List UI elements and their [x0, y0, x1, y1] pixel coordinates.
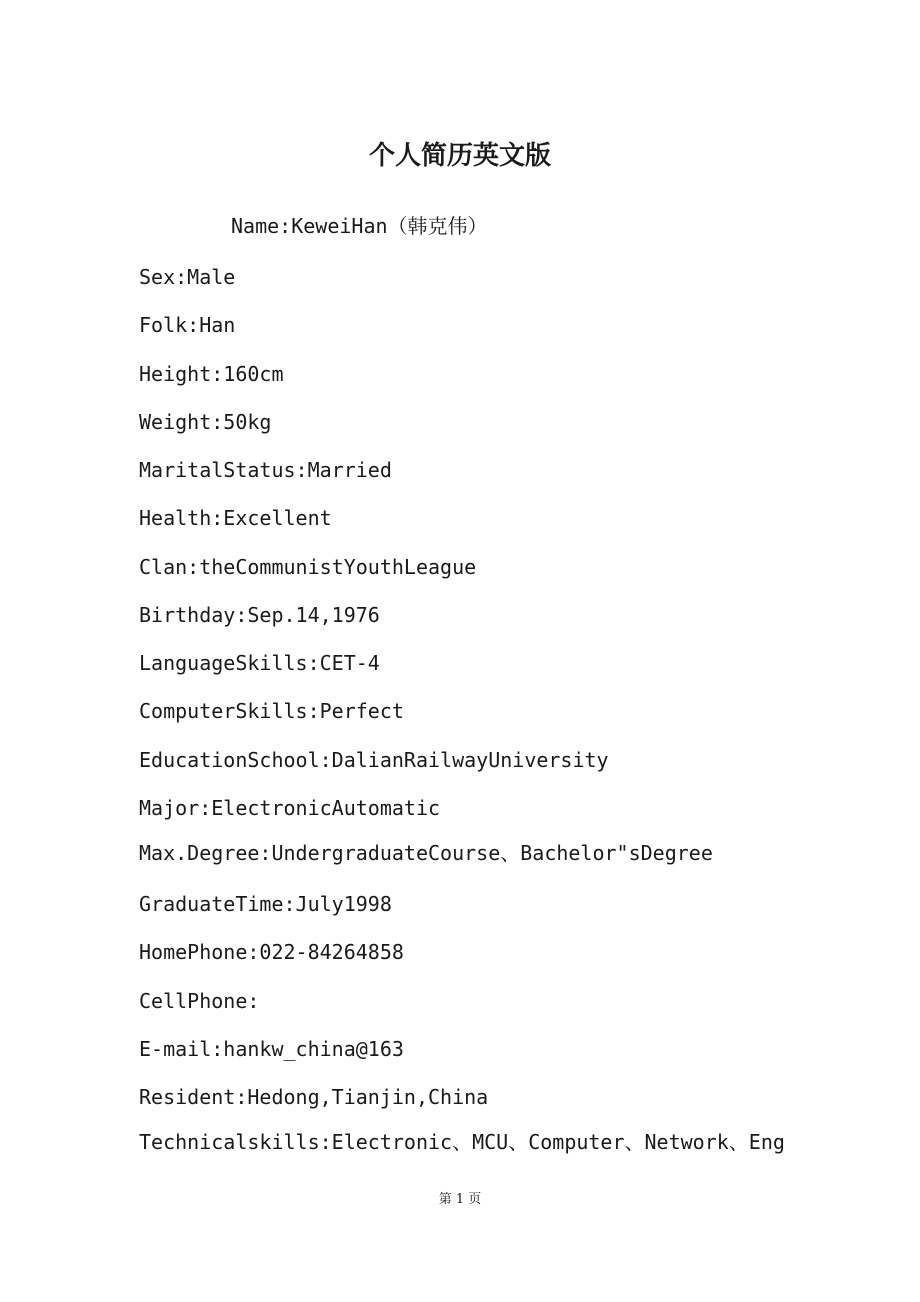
field-home-phone: HomePhone:022-84264858 [139, 940, 404, 964]
field-birthday: Birthday:Sep.14,1976 [139, 603, 380, 627]
field-computer-skills: ComputerSkills:Perfect [139, 699, 404, 723]
field-name: Name:KeweiHan（韩克伟） [231, 214, 488, 238]
field-height: Height:160cm [139, 362, 284, 386]
field-technical-skills: Technicalskills:Electronic、MCU、Computer、Network、Eng [139, 1130, 785, 1154]
field-cell-phone: CellPhone: [139, 989, 260, 1013]
field-education-school: EducationSchool:DalianRailwayUniversity [139, 748, 609, 772]
field-health: Health:Excellent [139, 506, 332, 530]
page-title: 个人简历英文版 [368, 141, 551, 171]
page-number-footer: 第 1 页 [438, 1192, 482, 1207]
field-sex: Sex:Male [139, 265, 236, 289]
field-graduate-time: GraduateTime:July1998 [139, 892, 392, 916]
field-language-skills: LanguageSkills:CET-4 [139, 651, 380, 675]
field-email: E-mail:hankw_china@163 [139, 1037, 404, 1061]
field-folk: Folk:Han [139, 313, 236, 337]
field-weight: Weight:50kg [139, 410, 272, 434]
field-max-degree: Max.Degree:UndergraduateCourse、Bachelor"sDegree [139, 841, 713, 865]
field-resident: Resident:Hedong,Tianjin,China [139, 1085, 489, 1109]
field-major: Major:ElectronicAutomatic [139, 796, 441, 820]
field-clan: Clan:theCommunistYouthLeague [139, 555, 477, 579]
field-marital-status: MaritalStatus:Married [139, 458, 392, 482]
